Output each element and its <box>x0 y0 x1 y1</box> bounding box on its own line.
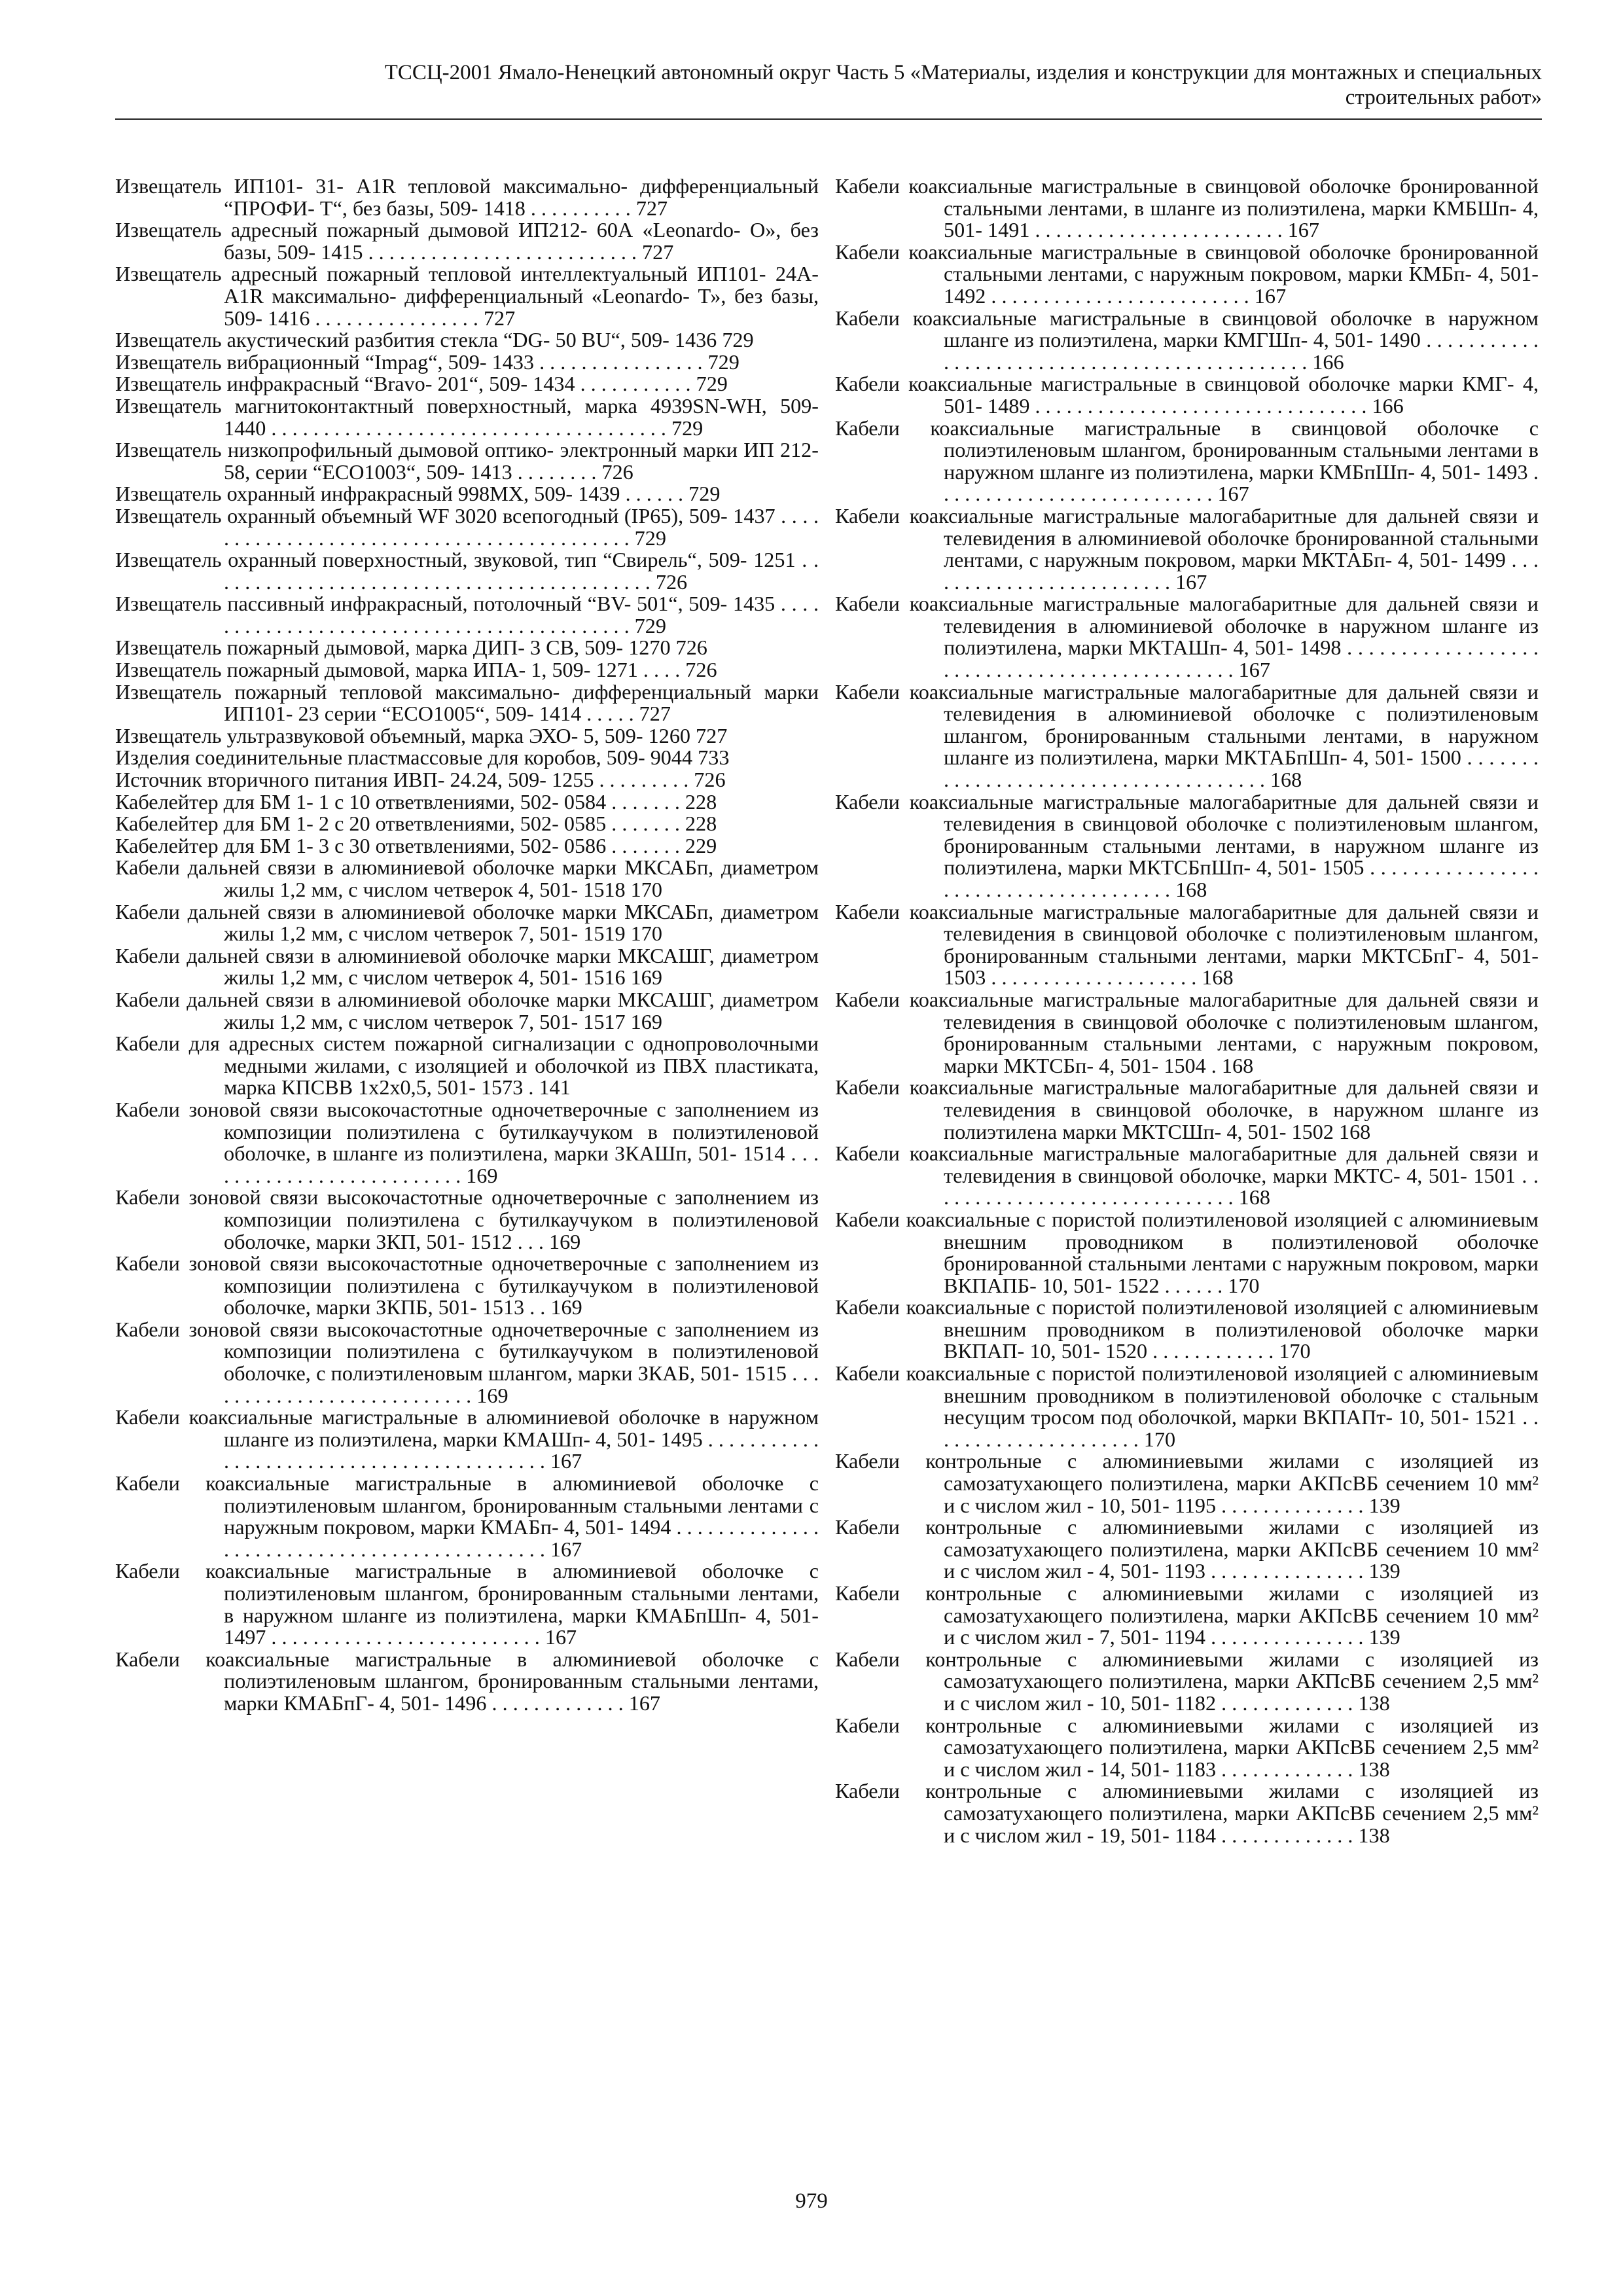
index-entry: Извещатель инфракрасный “Bravo- 201“, 509- 1434 . . . . . . . . . . . 729 <box>115 372 728 396</box>
index-entry: Кабели коаксиальные магистральные в алюминиевой оболочке с полиэтиленовым шлангом, бронированным стальными лентами с наружным покровом, марки КМАБп- 4, 501- 1494 . . . . . . . . . . . . . . . . . . . . . . . . . . . . . . . . . . . . . . . . . . . . . 167 <box>115 1471 819 1561</box>
index-entry: Изделия соединительные пластмассовые для коробов, 509- 9044 733 <box>115 745 730 770</box>
header-rule <box>115 118 1542 120</box>
index-entry: Кабели зоновой связи высокочастотные одночетверочные с заполнением из композиции полиэтилена с бутилкаучуком в полиэтиленовой оболочке, марки ЗКПБ, 501- 1513 . . 169 <box>115 1251 819 1319</box>
index-entry: Кабели коаксиальные магистральные в свинцовой оболочке марки КМГ- 4, 501- 1489 . . . . . . . . . . . . . . . . . . . . . . . . . . . . . . . . 166 <box>835 372 1539 418</box>
header-line-2: строительных работ» <box>1345 86 1542 109</box>
index-entry: Кабели коаксиальные магистральные малогабаритные для дальней связи и телевидения в алюминиевой оболочке бронированной стальными лентами, с наружным покровом, марки МКТАБп- 4, 501- 1499 . . . . . . . . . . . . . . . . . . . . . . . . . 167 <box>835 503 1539 594</box>
index-entry: Кабели контрольные с алюминиевыми жилами с изоляцией из самозатухающего полиэтилена, марки АКПсВБ сечением 2,5 мм² и с числом жил - 19, 501- 1184 . . . . . . . . . . . . . 138 <box>835 1779 1539 1847</box>
index-entry: Кабели дальней связи в алюминиевой оболочке марки МКСАШГ, диаметром жилы 1,2 мм, с числом четверок 7, 501- 1517 169 <box>115 987 819 1033</box>
index-entry: Кабелейтер для БМ 1- 3 с 30 ответвлениями, 502- 0586 . . . . . . . 229 <box>115 833 717 857</box>
index-entry: Кабели дальней связи в алюминиевой оболочке марки МКСАШГ, диаметром жилы 1,2 мм, с числом четверок 4, 501- 1516 169 <box>115 943 819 990</box>
index-entry: Извещатель магнитоконтактный поверхностный, марка 4939SN-WH, 509- 1440 . . . . . . . . . . . . . . . . . . . . . . . . . . . . . . . . . . . . . . 729 <box>115 393 819 440</box>
running-header <box>115 60 1542 110</box>
index-entry: Кабели коаксиальные магистральные в алюминиевой оболочке с полиэтиленовым шлангом, бронированным стальными лентами, в наружном шланге из полиэтилена, марки КМАБпШп- 4, 501- 1497 . . . . . . . . . . . . . . . . . . . . . . . . . . 167 <box>115 1559 819 1649</box>
index-entry: Кабели коаксиальные магистральные в свинцовой оболочке бронированной стальными лентами, с наружным покровом, марки КМБп- 4, 501- 1492 . . . . . . . . . . . . . . . . . . . . . . . . . 167 <box>835 240 1539 308</box>
index-entry: Кабели зоновой связи высокочастотные одночетверочные с заполнением из композиции полиэтилена с бутилкаучуком в полиэтиленовой оболочке, марки ЗКП, 501- 1512 . . . 169 <box>115 1185 819 1253</box>
index-entry: Извещатель пожарный дымовой, марка ИПА- 1, 509- 1271 . . . . 726 <box>115 658 717 682</box>
index-entry: Источник вторичного питания ИВП- 24.24, 509- 1255 . . . . . . . . . 726 <box>115 768 726 792</box>
index-entry: Кабели коаксиальные магистральные в алюминиевой оболочке в наружном шланге из полиэтилена, марки КМАШп- 4, 501- 1495 . . . . . . . . . . . . . . . . . . . . . . . . . . . . . . . . . . . . . . . . . . 167 <box>115 1405 819 1473</box>
index-entry: Извещатель пожарный дымовой, марка ДИП- 3 СВ, 509- 1270 726 <box>115 636 707 660</box>
index-entry: Кабели коаксиальные с пористой полиэтиленовой изоляцией с алюминиевым внешним проводником в полиэтиленовой оболочке бронированной стальными лентами с наружным покровом, марки ВКПАПБ- 10, 501- 1522 . . . . . . 170 <box>835 1207 1539 1297</box>
index-entry: Кабели для адресных систем пожарной сигнализации с однопроволочными медными жилами, с изоляцией и оболочкой из ПВХ пластиката, марка КПСВВ 1х2х0,5, 501- 1573 . 141 <box>115 1031 819 1100</box>
index-entry: Извещатель адресный пожарный дымовой ИП212- 60А «Leonardo- О», без базы, 509- 1415 . . . . . . . . . . . . . . . . . . . . . . . . . . 727 <box>115 218 819 264</box>
index-entry: Кабели коаксиальные магистральные малогабаритные для дальней связи и телевидения в свинцовой оболочке с полиэтиленовым шлангом, бронированным стальными лентами, с наружным покровом, марки МКТСБп- 4, 501- 1504 . 168 <box>835 987 1539 1077</box>
index-entry: Кабели дальней связи в алюминиевой оболочке марки МКСАБп, диаметром жилы 1,2 мм, с числом четверок 4, 501- 1518 170 <box>115 855 819 901</box>
index-entry: Извещатель акустический разбития стекла “DG- 50 BU“, 509- 1436 729 <box>115 328 754 352</box>
index-entry: Кабели коаксиальные магистральные малогабаритные для дальней связи и телевидения в свинцовой оболочке, марки МКТС- 4, 501- 1501 . . . . . . . . . . . . . . . . . . . . . . . . . . . . . . 168 <box>835 1141 1539 1210</box>
index-entry: Кабели контрольные с алюминиевыми жилами с изоляцией из самозатухающего полиэтилена, марки АКПсВБ сечением 2,5 мм² и с числом жил - 14, 501- 1183 . . . . . . . . . . . . . 138 <box>835 1713 1539 1781</box>
index-entry: Кабели коаксиальные магистральные малогабаритные для дальней связи и телевидения в свинцовой оболочке с полиэтиленовым шлангом, бронированным стальными лентами, марки МКТСБпГ- 4, 501- 1503 . . . . . . . . . . . . . . . . . . . . 168 <box>835 899 1539 990</box>
index-entry: Кабели контрольные с алюминиевыми жилами с изоляцией из самозатухающего полиэтилена, марки АКПсВБ сечением 10 мм² и с числом жил - 7, 501- 1194 . . . . . . . . . . . . . . . 139 <box>835 1581 1539 1649</box>
index-entry: Кабели зоновой связи высокочастотные одночетверочные с заполнением из композиции полиэтилена с бутилкаучуком в полиэтиленовой оболочке, в шланге из полиэтилена, марки ЗКАШп, 501- 1514 . . . . . . . . . . . . . . . . . . . . . . . . . . 169 <box>115 1097 819 1187</box>
index-entry: Извещатель ультразвуковой объемный, марка ЭХО- 5, 509- 1260 727 <box>115 723 728 747</box>
index-entry: Извещатель пассивный инфракрасный, потолочный “BV- 501“, 509- 1435 . . . . . . . . . . . . . . . . . . . . . . . . . . . . . . . . . . . . . . . . . . . 729 <box>115 592 819 637</box>
index-entry: Кабели дальней связи в алюминиевой оболочке марки МКСАБп, диаметром жилы 1,2 мм, с числом четверок 7, 501- 1519 170 <box>115 899 819 946</box>
index-entry: Кабели контрольные с алюминиевыми жилами с изоляцией из самозатухающего полиэтилена, марки АКПсВБ сечением 2,5 мм² и с числом жил - 10, 501- 1182 . . . . . . . . . . . . . 138 <box>835 1647 1539 1715</box>
index-entry: Кабели коаксиальные магистральные в свинцовой оболочке бронированной стальными лентами, в шланге из полиэтилена, марки КМБШп- 4, 501- 1491 . . . . . . . . . . . . . . . . . . . . . . . . 167 <box>835 174 1539 242</box>
index-entry: Кабели коаксиальные магистральные в свинцовой оболочке с полиэтиленовым шлангом, бронированным стальными лентами в наружном шланге из полиэтилена, марки КМБпШп- 4, 501- 1493 . . . . . . . . . . . . . . . . . . . . . . . . . . . 167 <box>835 416 1539 506</box>
index-entry: Кабели коаксиальные магистральные малогабаритные для дальней связи и телевидения в свинцовой оболочке, в наружном шланге из полиэтилена марки МКТСШп- 4, 501- 1502 168 <box>835 1075 1539 1143</box>
index-entry: Кабелейтер для БМ 1- 1 с 10 ответвлениями, 502- 0584 . . . . . . . 228 <box>115 789 717 814</box>
index-column-left <box>115 175 819 1715</box>
index-entry: Кабели коаксиальные магистральные малогабаритные для дальней связи и телевидения в свинцовой оболочке с полиэтиленовым шлангом, бронированным стальными лентами, в наружном шланге из полиэтилена, марки МКТСБпШп- 4, 501- 1505 . . . . . . . . . . . . . . . . . . . . . . . . . . . . . . . . . . . . . . 168 <box>835 789 1539 901</box>
index-entry: Извещатель охранный объемный WF 3020 всепогодный (IP65), 509- 1437 . . . . . . . . . . . . . . . . . . . . . . . . . . . . . . . . . . . . . . . . . . . 729 <box>115 503 819 550</box>
index-entry: Извещатель охранный инфракрасный 998МХ, 509- 1439 . . . . . . 729 <box>115 482 721 506</box>
header-line-1: ТССЦ-2001 Ямало-Ненецкий автономный округ Часть 5 «Материалы, изделия и конструкции для монтажных и специальных <box>384 61 1542 84</box>
index-entry: Кабели коаксиальные магистральные малогабаритные для дальней связи и телевидения в алюминиевой оболочке с полиэтиленовым шлангом, бронированным стальными лентами, в наружном шланге из полиэтилена, марки МКТАБпШп- 4, 501- 1500 . . . . . . . . . . . . . . . . . . . . . . . . . . . . . . . . . . . . . . 168 <box>835 679 1539 792</box>
index-entry: Кабели контрольные с алюминиевыми жилами с изоляцией из самозатухающего полиэтилена, марки АКПсВБ сечением 10 мм² и с числом жил - 4, 501- 1193 . . . . . . . . . . . . . . . 139 <box>835 1515 1539 1583</box>
index-entry: Извещатель охранный поверхностный, звуковой, тип “Свирель“, 509- 1251 . . . . . . . . . . . . . . . . . . . . . . . . . . . . . . . . . . . . . . . . . . . 726 <box>115 548 819 594</box>
index-entry: Извещатель адресный пожарный тепловой интеллектуальный ИП101- 24А- A1R максимально- дифференциальный «Leonardo- Т», без базы, 509- 1416 . . . . . . . . . . . . . . . . 727 <box>115 262 819 330</box>
index-entry: Кабели коаксиальные магистральные малогабаритные для дальней связи и телевидения в алюминиевой оболочке в наружном шланге из полиэтилена, марки МКТАШп- 4, 501- 1498 . . . . . . . . . . . . . . . . . . . . . . . . . . . . . . . . . . . . . . . . . . . . . . 167 <box>835 592 1539 682</box>
page-number: 979 <box>795 2189 828 2213</box>
index-column-right <box>835 175 1539 1846</box>
index-entry: Извещатель пожарный тепловой максимально- дифференциальный марки ИП101- 23 серии “ECO1005“, 509- 1414 . . . . . 727 <box>115 679 819 726</box>
index-entry: Извещатель ИП101- 31- A1R тепловой максимально- дифференциальный “ПРОФИ- Т“, без базы, 509- 1418 . . . . . . . . . . 727 <box>115 174 819 220</box>
index-entry: Кабели контрольные с алюминиевыми жилами с изоляцией из самозатухающего полиэтилена, марки АКПсВБ сечением 10 мм² и с числом жил - 10, 501- 1195 . . . . . . . . . . . . . . 139 <box>835 1449 1539 1517</box>
index-entry: Кабели коаксиальные с пористой полиэтиленовой изоляцией с алюминиевым внешним проводником в полиэтиленовой оболочке с стальным несущим тросом под оболочкой, марки ВКПАПт- 10, 501- 1521 . . . . . . . . . . . . . . . . . . . . . 170 <box>835 1361 1539 1451</box>
index-entry: Кабелейтер для БМ 1- 2 с 20 ответвлениями, 502- 0585 . . . . . . . 228 <box>115 812 717 836</box>
index-entry: Кабели коаксиальные с пористой полиэтиленовой изоляцией с алюминиевым внешним проводником в полиэтиленовой оболочке марки ВКПАП- 10, 501- 1520 . . . . . . . . . . . . 170 <box>835 1295 1539 1363</box>
index-entry: Кабели коаксиальные магистральные в алюминиевой оболочке с полиэтиленовым шлангом, бронированным стальными лентами, марки КМАБпГ- 4, 501- 1496 . . . . . . . . . . . . . 167 <box>115 1647 819 1715</box>
index-entry: Извещатель вибрационный “Impag“, 509- 1433 . . . . . . . . . . . . . . . . 729 <box>115 350 740 374</box>
index-entry: Кабели коаксиальные магистральные в свинцовой оболочке в наружном шланге из полиэтилена, марки КМГШп- 4, 501- 1490 . . . . . . . . . . . . . . . . . . . . . . . . . . . . . . . . . . . . . . . . . . . . . . 166 <box>835 306 1539 374</box>
index-entry: Кабели зоновой связи высокочастотные одночетверочные с заполнением из композиции полиэтилена с бутилкаучуком в полиэтиленовой оболочке, с полиэтиленовым шлангом, марки ЗКАБ, 501- 1515 . . . . . . . . . . . . . . . . . . . . . . . . . . . 169 <box>115 1317 819 1407</box>
index-entry: Извещатель низкопрофильный дымовой оптико- электронный марки ИП 212- 58, серии “ECO1003“, 509- 1413 . . . . . . . . 726 <box>115 438 819 484</box>
